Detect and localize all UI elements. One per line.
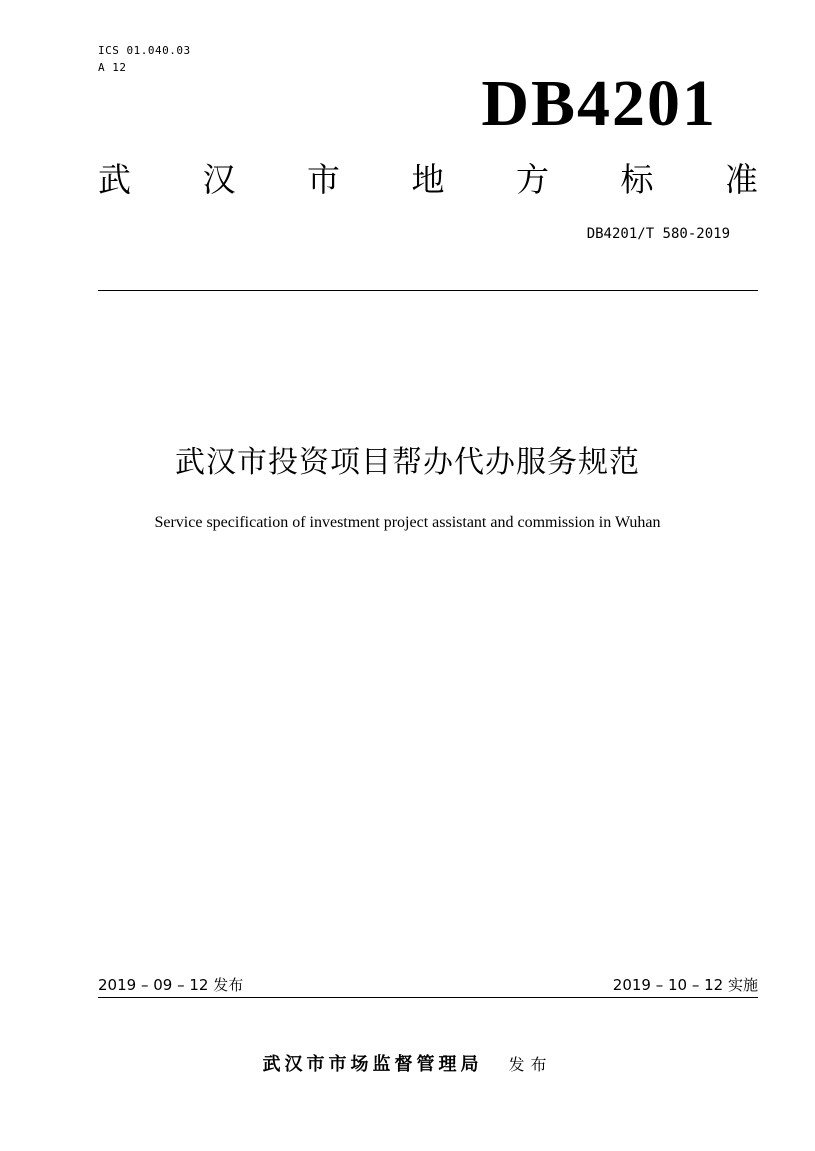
standard-type-char: 武 xyxy=(98,160,131,199)
document-title-english: Service specification of investment project assistant and commission in Wuhan xyxy=(154,514,661,531)
standard-code: DB4201 xyxy=(481,67,717,140)
standard-type-char: 汉 xyxy=(202,160,236,199)
ccs-code: A 12 xyxy=(98,61,127,74)
standard-number: DB4201/T 580-2019 xyxy=(586,226,730,242)
standard-type-char: 标 xyxy=(620,160,654,199)
header-divider xyxy=(98,290,758,291)
issuer-action: 发布 xyxy=(508,1055,553,1074)
issuer-name: 武汉市市场监督管理局 xyxy=(262,1054,483,1075)
standard-type-char: 地 xyxy=(411,160,445,199)
ics-code: ICS 01.040.03 xyxy=(98,44,191,57)
standard-type-char: 准 xyxy=(725,160,758,199)
document-title-chinese: 武汉市投资项目帮办代办服务规范 xyxy=(175,445,640,480)
standard-type-char: 市 xyxy=(307,160,340,199)
issuer-line xyxy=(0,1052,815,1078)
date-row xyxy=(98,975,758,998)
standard-type-heading xyxy=(98,158,758,202)
standard-type-char: 方 xyxy=(516,160,549,199)
publish-date: 2019 – 09 – 12 发布 xyxy=(98,976,244,994)
classification-codes xyxy=(98,42,191,76)
implement-date: 2019 – 10 – 12 实施 xyxy=(612,976,758,994)
